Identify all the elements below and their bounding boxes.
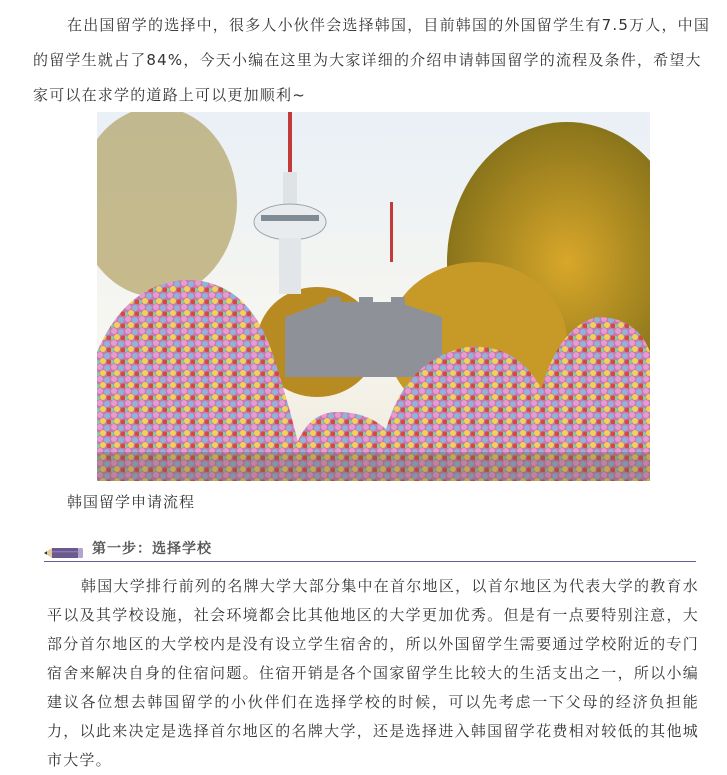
step1-header bbox=[44, 534, 696, 564]
step1-body: 韩国大学排行前列的名牌大学大部分集中在首尔地区，以首尔地区为代表大学的教育水平以及其学校设施，社会环境都会比其他地区的大学更加优秀。但是有一点要特别注意，大部分首尔地区的大学校内是没有设立学生宿舍的，所以外国留学生需要通过学校附近的专门宿舍来解决自身的住宿问题。住宿开销是各个国家留学生比较大的生活支出之一，所以小编建议各位想去韩国留学的小伙伴们在选择学校的时候，可以先考虑一下父母的经济负担能力，以此来决定是选择首尔地区的名牌大学，还是选择进入韩国留学花费相对较低的其他城市大学。 bbox=[47, 577, 699, 769]
intro-paragraph: 在出国留学的选择中，很多人小伙伴会选择韩国，目前韩国的外国留学生有7.5万人，中国的留学生就占了84%，今天小编在这里为大家详细的介绍申请韩国留学的流程及条件，希望大家可以在求学的道路上可以更加顺利~ bbox=[33, 16, 711, 104]
image-caption: 韩国留学申请流程 bbox=[67, 493, 196, 511]
seoul-tower-photo bbox=[97, 112, 650, 481]
step1-title: 第一步：选择学校 bbox=[92, 541, 212, 557]
pencil-icon bbox=[44, 547, 84, 559]
step1-divider bbox=[44, 561, 696, 562]
